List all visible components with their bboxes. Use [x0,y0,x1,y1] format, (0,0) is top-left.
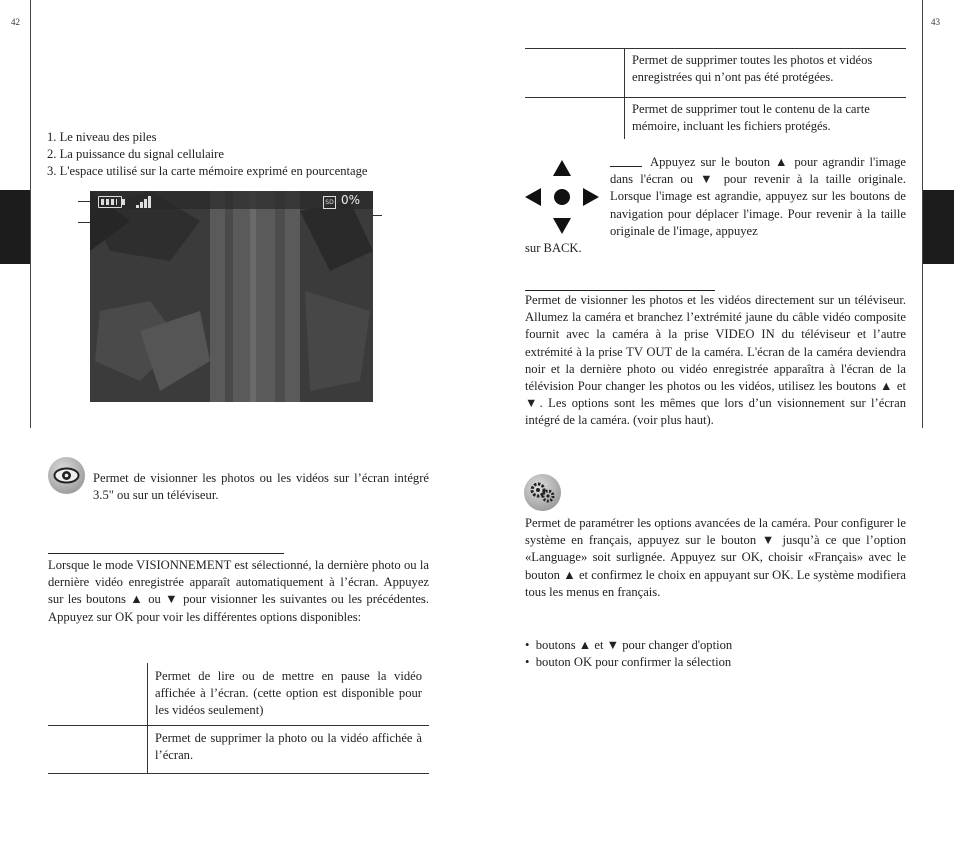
left-margin-rule [30,0,31,428]
right-side-tab [923,190,954,264]
list-item: • boutons ▲ et ▼ pour changer d'option [525,638,733,652]
navigation-pad-icon [523,158,601,236]
signal-strength-icon [136,195,152,208]
list-item: 2. La puissance du signal cellulaire [47,147,224,162]
table-row: Permet de supprimer tout le contenu de la carte mémoire, incluant les fichiers protégés. [632,102,870,134]
options-table [48,663,429,774]
section-heading-rule [48,553,284,554]
table-row: Permet de supprimer toutes les photos et vidéos enregistrées qui n’ont pas été protégées. [632,53,873,85]
settings-paragraph: Permet de paramétrer les options avancées de la caméra. Pour configurer le système en français, appuyez sur le bouton ▼ jusqu’à ce que l’option «Language» soit surlignée. Appuyez sur OK, choisir «Français» avec le bouton ▲ et confirmez le choix en appuyant sur OK. Le système modifiera tous les menus en français. [525,516,906,599]
left-side-tab [0,190,30,264]
zoom-description: Appuyez sur le bouton ▲ pour agrandir l'image dans l'écran ou ▼ pour revenir à la taille originale. Lorsque l'image est agrandie, appuyez sur les boutons de navigation pour déplacer l'image. Pour revenir à la taille originale de l'image, appuyez [610,155,906,238]
list-item: 1. Le niveau des piles [47,130,157,144]
page-number-left: 42 [11,17,20,27]
table-row: Permet de lire ou de mettre en pause la vidéo affichée à l’écran. (cette option est disponible pour les vidéos seulement) [155,669,422,718]
settings-gears-icon [524,474,561,511]
sd-card-icon: SD [323,196,336,209]
view-mode-paragraph: Lorsque le mode VISIONNEMENT est sélectionné, la dernière photo ou la dernière vidéo enregistrée apparaît automatiquement à l’écran. Appuyez sur les boutons ▲ ou ▼ pour visionner les suivantes ou les précédentes. Appuyez sur OK pour voir les différentes options disponibles: [48,558,429,624]
status-indicator-list [47,129,367,181]
list-item: • bouton OK pour confirmer la sélection [525,655,732,669]
page-number-right: 43 [931,17,940,27]
zoom-description-end: sur BACK. [525,241,582,255]
camera-screen-image [90,191,373,402]
tv-output-paragraph: Permet de visionner les photos et les vidéos directement sur un téléviseur. Allumez la caméra et branchez l’extrémité jaune du câble vidéo composite fournit avec la caméra à la prise VIDEO IN du téléviseur et l’autre extrémité à la prise TV OUT de la caméra. L'écran de la caméra deviendra noir et la dernière photo ou vidéo enregistrée apparaîtra à l'écran de la télévision Pour changer les photos ou les vidéos, utilisez les boutons ▲ et ▼. Les options sont les mêmes que lors d’un visionnement sur l’écran intégré de la caméra. (voir plus haut). [525,293,906,428]
view-mode-description: Permet de visionner les photos ou les vidéos sur l’écran intégré 3.5" ou sur un téléviseur. [93,471,429,503]
storage-percentage: 0% [341,193,361,207]
forest-scene [90,191,373,402]
battery-icon [98,196,122,208]
delete-options-table [525,48,906,139]
eye-icon [48,457,85,494]
table-row: Permet de supprimer la photo ou la vidéo affichée à l’écran. [155,731,422,763]
list-item: 3. L'espace utilisé sur la carte mémoire exprimé en pourcentage [47,164,368,179]
tv-heading-rule [525,290,715,291]
